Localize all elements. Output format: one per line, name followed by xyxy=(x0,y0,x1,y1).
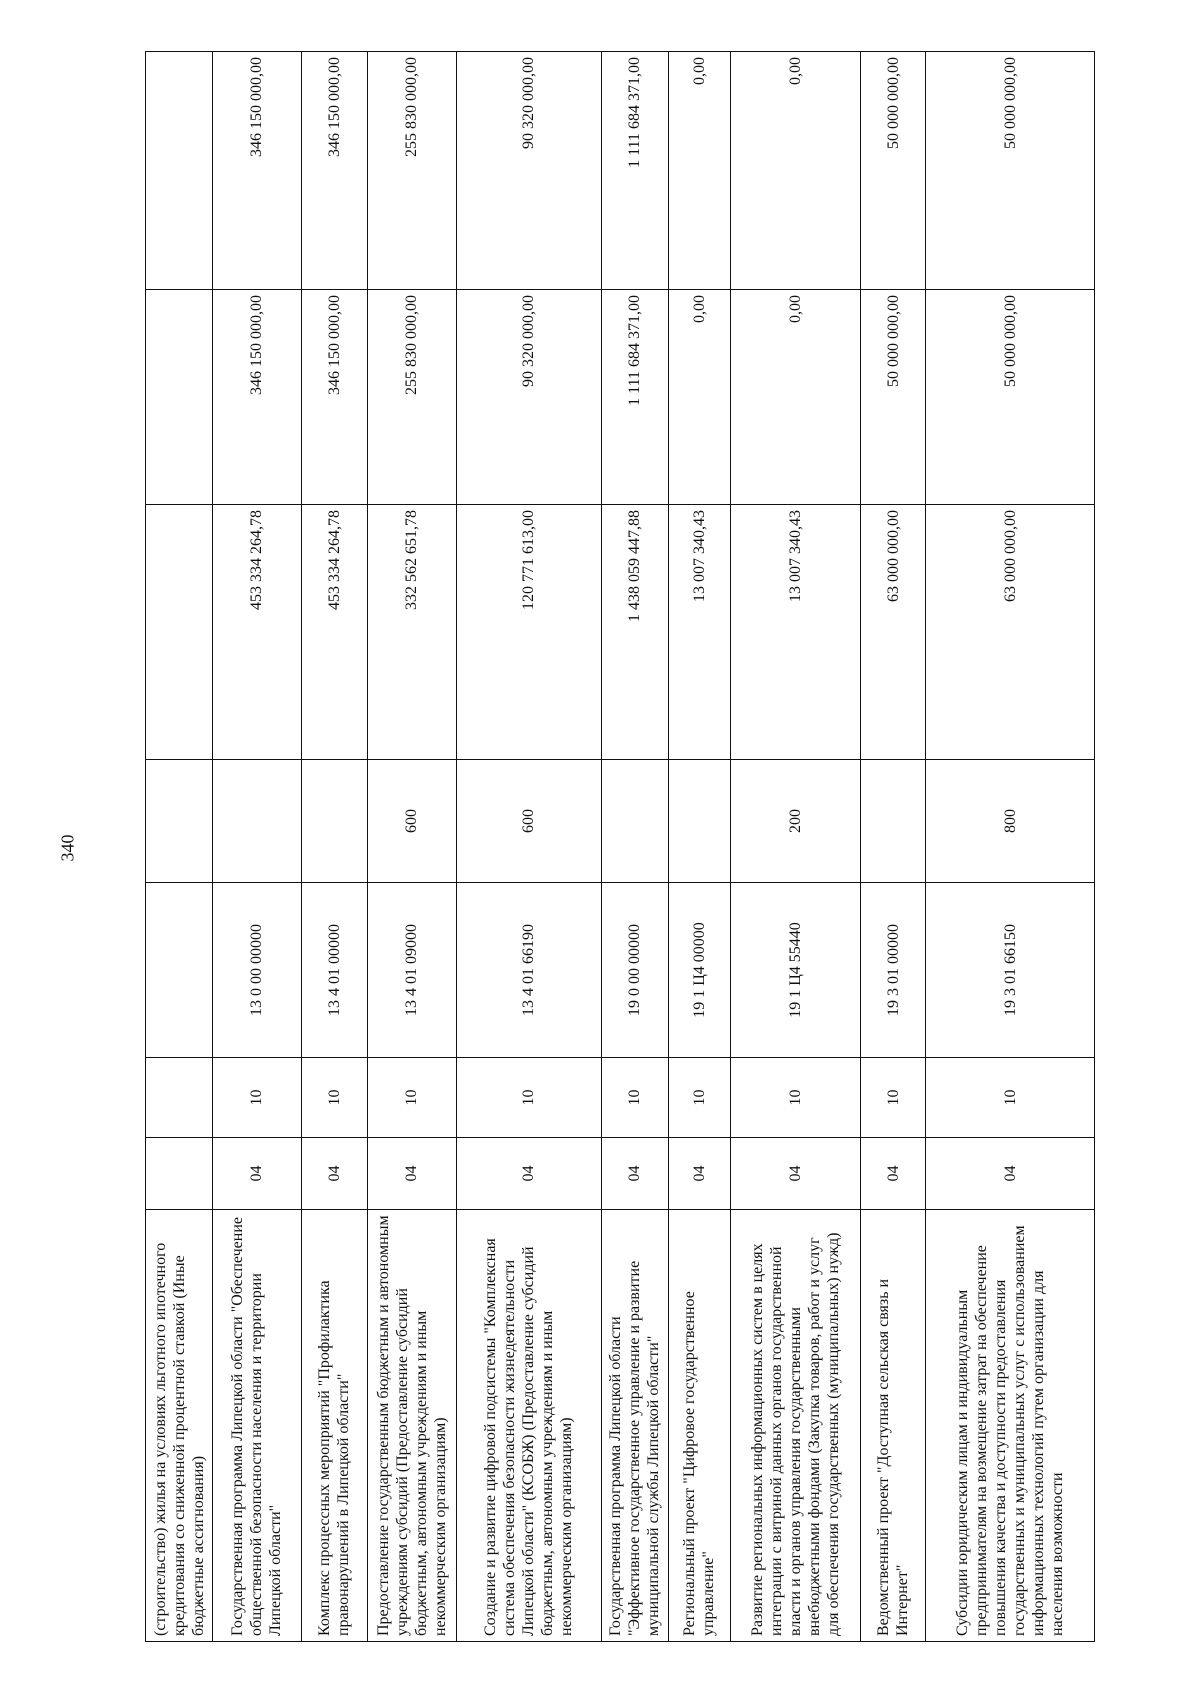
cell-expense-type xyxy=(601,760,668,883)
cell-expense-type: 600 xyxy=(456,760,601,883)
cell-target-article xyxy=(146,883,213,1058)
cell-sum-year2: 346 150 000,00 xyxy=(213,290,302,505)
cell-name: Субсидии юридическим лицам и индивидуальным предпринимателям на возмещение затрат на обеспечение повышения качества и доступности предоставления государственных и муниципальных услуг с использованием информационных технологий путем организации для населения возможности xyxy=(926,1210,1095,1642)
cell-sum-year1: 453 334 264,78 xyxy=(301,505,367,760)
cell-section: 04 xyxy=(601,1138,668,1210)
table-row xyxy=(367,52,456,1642)
table-row xyxy=(601,52,668,1642)
cell-sum-year1: 1 438 059 447,88 xyxy=(601,505,668,760)
cell-expense-type: 200 xyxy=(731,760,861,883)
table-row xyxy=(301,52,367,1642)
cell-sum-year2: 346 150 000,00 xyxy=(301,290,367,505)
cell-name: (строительство) жилья на условиях льготного ипотечного кредитования со сниженной процентной ставкой (Иные бюджетные ассигнования) xyxy=(146,1210,213,1642)
cell-expense-type xyxy=(861,760,926,883)
budget-table xyxy=(145,51,1095,1642)
cell-name: Государственная программа Липецкой области "Эффективное государственное управление и развитие муниципальной службы Липецкой области" xyxy=(601,1210,668,1642)
cell-sum-year1: 453 334 264,78 xyxy=(213,505,302,760)
cell-section: 04 xyxy=(668,1138,731,1210)
cell-target-article: 19 1 Ц4 55440 xyxy=(731,883,861,1058)
table-row xyxy=(926,52,1095,1642)
cell-sum-year1 xyxy=(146,505,213,760)
cell-expense-type xyxy=(668,760,731,883)
cell-subsection: 10 xyxy=(601,1058,668,1138)
cell-section: 04 xyxy=(213,1138,302,1210)
table-row xyxy=(861,52,926,1642)
cell-sum-year3: 346 150 000,00 xyxy=(213,52,302,290)
cell-subsection: 10 xyxy=(731,1058,861,1138)
cell-subsection: 10 xyxy=(301,1058,367,1138)
cell-subsection xyxy=(146,1058,213,1138)
cell-sum-year2: 0,00 xyxy=(668,290,731,505)
cell-sum-year1: 63 000 000,00 xyxy=(861,505,926,760)
cell-section: 04 xyxy=(456,1138,601,1210)
cell-section: 04 xyxy=(926,1138,1095,1210)
table-row xyxy=(731,52,861,1642)
cell-sum-year3: 0,00 xyxy=(731,52,861,290)
cell-name: Комплекс процессных мероприятий "Профилактика правонарушений в Липецкой области" xyxy=(301,1210,367,1642)
cell-sum-year1: 120 771 613,00 xyxy=(456,505,601,760)
cell-target-article: 13 4 01 09000 xyxy=(367,883,456,1058)
cell-name: Развитие региональных информационных систем в целях интеграции с витриной данных органов государственной власти и органов управления государственными внебюджетными фондами (Закупка товаров, работ и услуг для обеспечения государственных (муниципальных) нужд) xyxy=(731,1210,861,1642)
cell-section xyxy=(146,1138,213,1210)
cell-sum-year2: 1 111 684 371,00 xyxy=(601,290,668,505)
cell-name: Ведомственный проект "Доступная сельская связь и Интернет" xyxy=(861,1210,926,1642)
cell-subsection: 10 xyxy=(668,1058,731,1138)
table-body xyxy=(146,52,1095,1642)
cell-subsection: 10 xyxy=(456,1058,601,1138)
cell-sum-year3: 0,00 xyxy=(668,52,731,290)
cell-target-article: 19 3 01 00000 xyxy=(861,883,926,1058)
cell-name: Региональный проект "Цифровое государственное управление" xyxy=(668,1210,731,1642)
cell-sum-year3: 50 000 000,00 xyxy=(861,52,926,290)
cell-target-article: 19 3 01 66150 xyxy=(926,883,1095,1058)
budget-table-rotated xyxy=(145,52,1095,1642)
cell-section: 04 xyxy=(301,1138,367,1210)
cell-expense-type: 600 xyxy=(367,760,456,883)
cell-sum-year1: 63 000 000,00 xyxy=(926,505,1095,760)
cell-expense-type: 800 xyxy=(926,760,1095,883)
cell-expense-type xyxy=(301,760,367,883)
cell-sum-year3: 90 320 000,00 xyxy=(456,52,601,290)
cell-section: 04 xyxy=(367,1138,456,1210)
cell-sum-year2: 50 000 000,00 xyxy=(861,290,926,505)
cell-sum-year1: 13 007 340,43 xyxy=(731,505,861,760)
cell-target-article: 13 4 01 66190 xyxy=(456,883,601,1058)
cell-sum-year3 xyxy=(146,52,213,290)
cell-section: 04 xyxy=(861,1138,926,1210)
cell-sum-year3: 50 000 000,00 xyxy=(926,52,1095,290)
cell-subsection: 10 xyxy=(926,1058,1095,1138)
cell-target-article: 13 0 00 00000 xyxy=(213,883,302,1058)
cell-sum-year2: 0,00 xyxy=(731,290,861,505)
cell-target-article: 13 4 01 00000 xyxy=(301,883,367,1058)
cell-sum-year3: 255 830 000,00 xyxy=(367,52,456,290)
cell-sum-year2: 50 000 000,00 xyxy=(926,290,1095,505)
cell-subsection: 10 xyxy=(367,1058,456,1138)
cell-expense-type xyxy=(213,760,302,883)
cell-name: Государственная программа Липецкой области "Обеспечение общественной безопасности населения и территории Липецкой области" xyxy=(213,1210,302,1642)
cell-expense-type xyxy=(146,760,213,883)
cell-target-article: 19 0 00 00000 xyxy=(601,883,668,1058)
cell-name: Предоставление государственным бюджетным и автономным учреждениям субсидий (Предоставление субсидий бюджетным, автономным учреждениям и иным некоммерческим организациям) xyxy=(367,1210,456,1642)
cell-sum-year3: 346 150 000,00 xyxy=(301,52,367,290)
table-row xyxy=(668,52,731,1642)
cell-subsection: 10 xyxy=(861,1058,926,1138)
cell-subsection: 10 xyxy=(213,1058,302,1138)
cell-sum-year3: 1 111 684 371,00 xyxy=(601,52,668,290)
cell-sum-year1: 13 007 340,43 xyxy=(668,505,731,760)
table-row xyxy=(213,52,302,1642)
cell-sum-year2: 90 320 000,00 xyxy=(456,290,601,505)
cell-sum-year1: 332 562 651,78 xyxy=(367,505,456,760)
table-row xyxy=(456,52,601,1642)
table-row xyxy=(146,52,213,1642)
cell-name: Создание и развитие цифровой подсистемы "Комплексная система обеспечения безопасности жизнедеятельности Липецкой области" (КСОБЖ) (Предоставление субсидий бюджетным, автономным учреждениям и иным некоммерческим организациям) xyxy=(456,1210,601,1642)
cell-target-article: 19 1 Ц4 00000 xyxy=(668,883,731,1058)
cell-sum-year2 xyxy=(146,290,213,505)
cell-sum-year2: 255 830 000,00 xyxy=(367,290,456,505)
page-number: 340 xyxy=(57,834,78,862)
cell-section: 04 xyxy=(731,1138,861,1210)
